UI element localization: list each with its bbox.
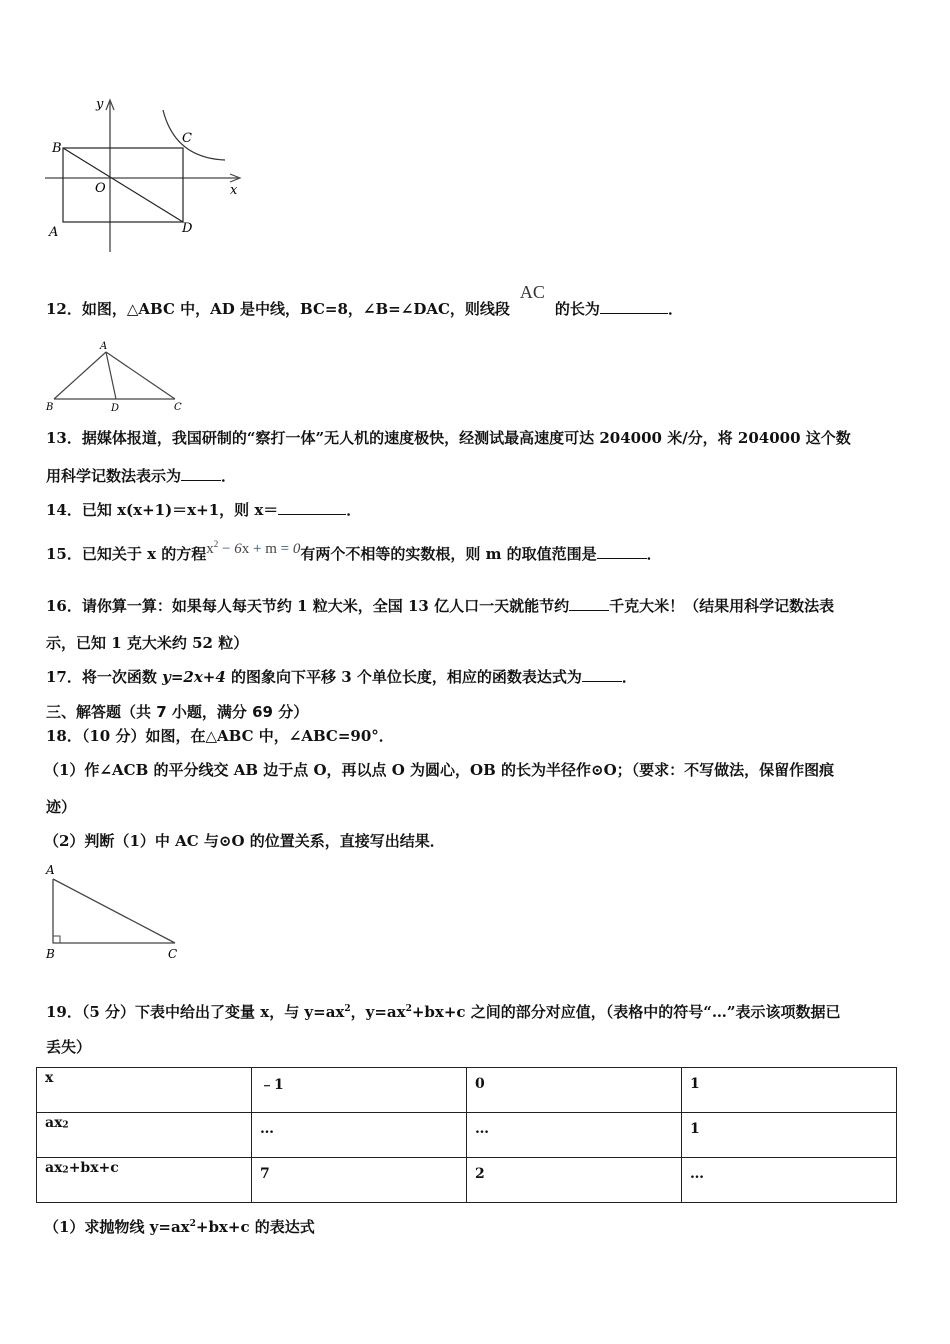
cell-text: ﹣1 [260, 1077, 284, 1093]
cell-text: 1 [690, 1076, 700, 1092]
cell-text: x [45, 1070, 54, 1086]
question-text: 已知关于 x 的方程 [81, 545, 207, 563]
part1-text: （1）作∠ACB 的平分线交 AB 边于点 O，再以点 O 为圆心，OB 的长为半径作⊙O；（要求：不写做法，保留作图痕 [44, 761, 835, 779]
question-number: 18． [46, 727, 82, 745]
question-text: （5 分）下表中给出了变量 x，与 y=ax [81, 1003, 345, 1021]
question-number: 14． [46, 501, 82, 519]
question-19-line2 [46, 1037, 91, 1057]
var-m: m [265, 541, 277, 557]
label-D: D [111, 403, 120, 414]
label-B: B [52, 141, 62, 156]
question-14 [46, 500, 361, 520]
cell-text: 2 [475, 1166, 485, 1182]
table-cell [682, 1068, 897, 1113]
table-row [37, 1068, 897, 1113]
row-header [37, 1158, 252, 1203]
table-cell [252, 1113, 467, 1158]
coefficient: 6 [234, 541, 242, 557]
question-number: 15． [46, 545, 82, 563]
label-C: C [174, 402, 182, 413]
question-19-part1 [44, 1214, 315, 1237]
answer-blank[interactable] [582, 667, 622, 682]
question-16 [46, 596, 834, 616]
cell-text: … [690, 1166, 704, 1182]
label-A: A [100, 341, 108, 352]
label-C: C [182, 131, 192, 146]
exponent: 2 [62, 1165, 69, 1176]
label-A: A [46, 863, 55, 877]
cell-text: 7 [260, 1166, 270, 1182]
cell-text: … [475, 1121, 489, 1137]
table-cell [467, 1158, 682, 1203]
cell-text: … [260, 1121, 274, 1137]
question-18-part1 [44, 760, 834, 780]
label-O: O [95, 181, 106, 196]
label-x: x [230, 183, 238, 198]
operator: + [249, 541, 266, 557]
exponent: 2 [62, 1120, 69, 1131]
question-17 [46, 667, 637, 687]
question-text-after: 有两个不相等的实数根，则 m 的取值范围是 [300, 545, 597, 563]
question-text: 如图，△ABC 中，AD 是中线，BC=8，∠B=∠DAC，则线段 [81, 300, 510, 318]
question-18-part1-line2 [46, 797, 76, 817]
question-12 [46, 282, 683, 319]
answer-blank[interactable] [600, 299, 668, 314]
cell-text: ax [45, 1160, 63, 1177]
function-expression: y=2x+4 [162, 668, 226, 686]
question-text-line2: 用科学记数法表示为 [46, 467, 182, 485]
question-18 [46, 726, 394, 746]
question-19 [46, 999, 841, 1022]
period: ． [346, 501, 362, 519]
label-D: D [182, 221, 193, 236]
constant: 0 [292, 541, 301, 557]
operator: − [218, 541, 235, 557]
values-table [36, 1067, 897, 1203]
table-cell [682, 1113, 897, 1158]
var-x: x [206, 541, 214, 557]
period: ． [621, 668, 637, 686]
exponent: 2 [189, 1219, 196, 1229]
table-cell [682, 1158, 897, 1203]
cell-text: 1 [690, 1121, 700, 1137]
question-13 [46, 428, 851, 448]
part1-text: （1）求抛物线 y=ax [44, 1218, 190, 1236]
question-text-after: 千克大米！（结果用科学记数法表 [609, 597, 835, 615]
period: ． [221, 467, 237, 485]
question-number: 13． [46, 429, 82, 447]
figure-rectangle-coordinate [40, 90, 260, 260]
question-18-part2 [44, 831, 445, 851]
table-row [37, 1113, 897, 1158]
question-text-line2: 丢失） [46, 1038, 92, 1056]
exponent: 2 [344, 1004, 351, 1014]
question-13-line2 [46, 466, 236, 486]
question-text: ，y=ax [350, 1003, 406, 1021]
table-cell [252, 1158, 467, 1203]
question-number: 17． [46, 668, 82, 686]
section-title: 三、解答题（共 7 小题，满分 69 分） [46, 703, 309, 721]
question-number: 19． [46, 1003, 82, 1021]
question-text-line2: 示，已知 1 克大米约 52 粒） [46, 634, 249, 652]
period: ． [646, 545, 662, 563]
question-text-after: 的图象向下平移 3 个单位长度，相应的函数表达式为 [225, 668, 582, 686]
cell-text: +bx+c [68, 1160, 119, 1177]
table-cell [467, 1113, 682, 1158]
answer-blank[interactable] [181, 466, 221, 481]
question-text: 请你算一算：如果每人每天节约 1 粒大米，全国 13 亿人口一天就能节约 [81, 597, 570, 615]
cell-text: ax [45, 1115, 63, 1132]
exponent: 2 [405, 1004, 412, 1014]
question-15 [46, 540, 662, 565]
question-text: （10 分）如图，在△ABC 中，∠ABC=90°． [81, 727, 394, 745]
table-cell [252, 1068, 467, 1113]
question-text-after: 的长为 [554, 300, 600, 318]
cell-text: 0 [475, 1076, 485, 1092]
part2-text: （2）判断（1）中 AC 与⊙O 的位置关系，直接写出结果． [44, 832, 445, 850]
question-16-line2 [46, 633, 248, 653]
part1-text: +bx+c 的表达式 [195, 1218, 315, 1236]
question-text: 将一次函数 [81, 668, 163, 686]
table-row [37, 1158, 897, 1203]
question-text: +bx+c 之间的部分对应值，（表格中的符号“…”表示该项数据已 [411, 1003, 841, 1021]
equation-formula [206, 534, 300, 559]
answer-blank[interactable] [597, 544, 647, 559]
operator: = [276, 541, 293, 557]
figure-triangle-median [40, 335, 200, 415]
label-B: B [46, 947, 55, 961]
row-header [37, 1113, 252, 1158]
answer-blank[interactable] [278, 500, 346, 515]
table-cell [467, 1068, 682, 1113]
part1-text-line2: 迹） [46, 798, 77, 816]
period: ． [667, 300, 683, 318]
label-B: B [46, 402, 54, 413]
exponent: 2 [213, 539, 219, 549]
question-number: 16． [46, 597, 82, 615]
question-text-line1: 据媒体报道，我国研制的“察打一体”无人机的速度极快，经测试最高速度可达 204000 米/分，将 204000 这个数 [81, 429, 851, 447]
label-C: C [168, 947, 178, 961]
figure-right-triangle [40, 855, 200, 970]
row-header [37, 1068, 252, 1113]
question-text: 已知 x(x+1)＝x+1，则 x＝ [81, 501, 279, 519]
question-number: 12． [46, 300, 82, 318]
label-y: y [96, 97, 104, 112]
label-A: A [49, 225, 59, 240]
answer-blank[interactable] [569, 596, 609, 611]
formula-ac: AC [519, 282, 545, 302]
var-x: x [241, 541, 250, 557]
